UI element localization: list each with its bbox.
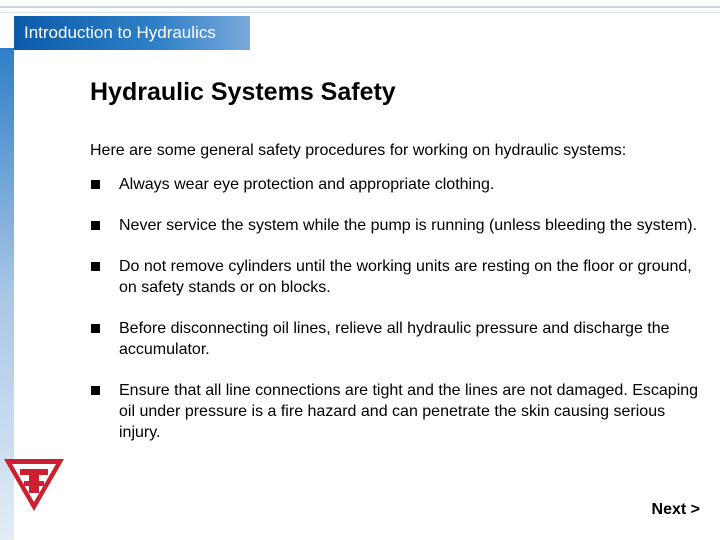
- list-item-text: Never service the system while the pump is running (unless bleeding the system).: [119, 217, 698, 234]
- intro-text: Here are some general safety procedures for working on hydraulic systems:: [90, 142, 627, 159]
- square-bullet-icon: [91, 262, 100, 271]
- square-bullet-icon: [91, 221, 100, 230]
- list-item: [90, 318, 710, 360]
- course-title: Introduction to Hydraulics: [14, 16, 250, 50]
- safety-list: [90, 174, 710, 463]
- page-title: Hydraulic Systems Safety: [90, 78, 396, 106]
- list-item: [90, 174, 710, 195]
- list-item-text: Do not remove cylinders until the working units are resting on the floor or ground, on safety stands or on blocks.: [119, 258, 692, 296]
- list-item: [90, 256, 710, 298]
- company-logo-icon: [2, 455, 66, 515]
- list-item-text: Always wear eye protection and appropriate clothing.: [119, 176, 495, 193]
- next-button[interactable]: Next >: [651, 501, 700, 518]
- list-item-text: Ensure that all line connections are tight and the lines are not damaged. Escaping oil under pressure is a fire hazard and can penetrate the skin causing serious injury.: [119, 382, 699, 441]
- list-item-text: Before disconnecting oil lines, relieve all hydraulic pressure and discharge the accumulator.: [119, 320, 670, 358]
- square-bullet-icon: [91, 386, 100, 395]
- square-bullet-icon: [91, 324, 100, 333]
- list-item: [90, 215, 710, 236]
- top-banner: [0, 0, 720, 48]
- square-bullet-icon: [91, 180, 100, 189]
- list-item: [90, 380, 710, 443]
